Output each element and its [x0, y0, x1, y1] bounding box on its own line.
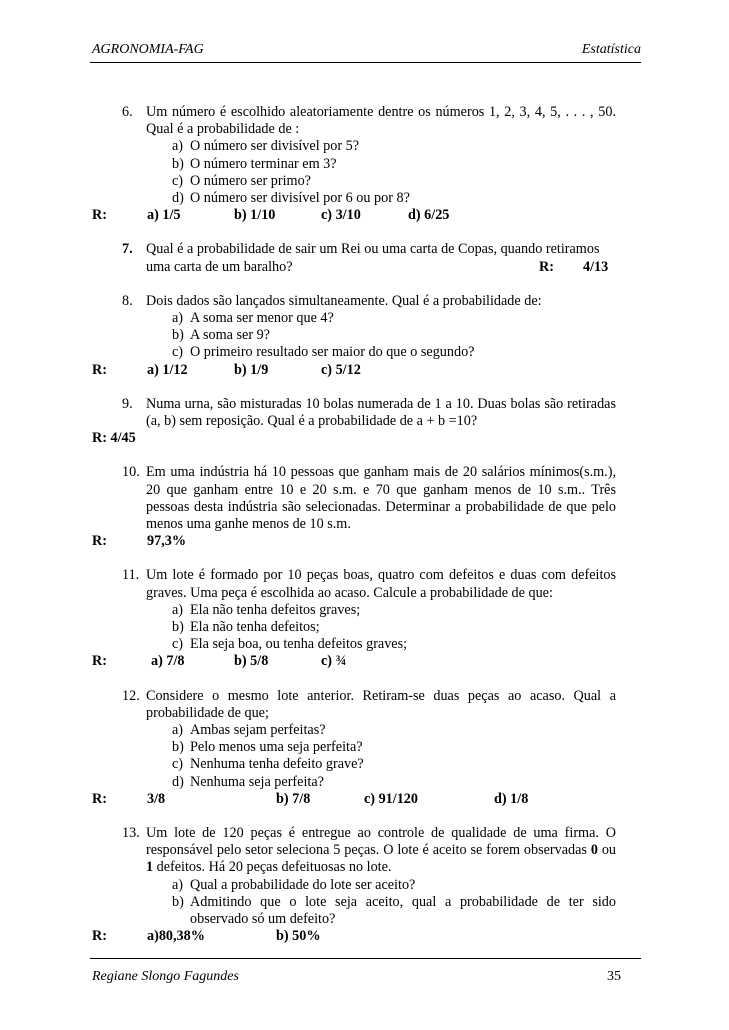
- sub-item: [172, 619, 616, 636]
- answer-9: [92, 430, 729, 447]
- answer-8: [92, 362, 729, 379]
- sub-item-letter: b): [172, 155, 184, 172]
- answer-b: b) 5/8: [234, 653, 269, 670]
- footer-rule: [90, 958, 641, 959]
- answer-label: R:: [92, 790, 107, 807]
- question-text: Em uma indústria há 10 pessoas que ganham mais de 20 salários mínimos(s.m.), 20 que ganham entre 10 e 20 s.m. e 70 que ganham menos de 10 s.m.. Três pessoas desta indústria são selecionadas. Determinar a probabilidade de que pelo menos uma ganhe menos de 10 s.m.: [146, 464, 616, 533]
- sub-item: [172, 602, 616, 619]
- answer-10: [92, 533, 729, 550]
- footer-author: Regiane Slongo Fagundes: [92, 969, 239, 984]
- question-number: 8.: [122, 292, 133, 309]
- question-text: Considere o mesmo lote anterior. Retiram-se duas peças ao acaso. Qual a probabilidade de que;: [146, 687, 616, 721]
- answer-c: c) 5/12: [321, 361, 361, 378]
- sub-item-letter: c): [172, 344, 184, 361]
- question-text: Um lote é formado por 10 peças boas, quatro com defeitos e duas com defeitos graves. Uma peça é escolhida ao acaso. Calcule a probabilidade de que:: [146, 567, 616, 601]
- sub-item: [172, 190, 616, 207]
- question-number: 9.: [122, 395, 133, 412]
- question-text: Dois dados são lançados simultaneamente. Qual é a probabilidade de:: [146, 292, 542, 309]
- page-number: 35: [607, 969, 621, 984]
- sub-item-letter: b): [172, 893, 184, 910]
- question-13: [122, 825, 617, 928]
- answer-b: b) 1/9: [234, 361, 269, 378]
- sub-item-text: Admitindo que o lote seja aceito, qual a probabilidade de ter sido observado só um defeito?: [190, 893, 616, 928]
- sub-items: [146, 310, 616, 362]
- sub-item-letter: c): [172, 756, 184, 773]
- question-text: Um número é escolhido aleatoriamente dentre os números 1, 2, 3, 4, 5, . . . , 50. Qual é a probabilidade de :: [146, 104, 616, 138]
- answer-label: R:: [92, 533, 107, 550]
- sub-item: [172, 636, 616, 653]
- question-text: [146, 825, 616, 877]
- sub-item-text: O número ser divisível por 5?: [190, 138, 360, 155]
- question-number: 13.: [122, 825, 140, 842]
- sub-item: [172, 156, 616, 173]
- sub-item-text: Ela não tenha defeitos;: [190, 619, 320, 636]
- question-6: [122, 104, 616, 207]
- question-number: 6.: [122, 104, 133, 120]
- question-10: [122, 464, 616, 533]
- answer-c: c) 3/10: [321, 207, 361, 224]
- bold-one: 1: [146, 859, 154, 876]
- question-7: [122, 241, 616, 275]
- question-text-line2: uma carta de um baralho?: [146, 258, 293, 275]
- sub-item-text: Ela não tenha defeitos graves;: [190, 601, 361, 618]
- sub-item-letter: b): [172, 327, 184, 344]
- header-left: AGRONOMIA-FAG: [92, 42, 204, 57]
- answer-a: a)80,38%: [147, 928, 205, 945]
- sub-item-letter: c): [172, 636, 184, 653]
- question-11: [122, 567, 616, 653]
- question-text-line2-row: [146, 259, 616, 276]
- answer-value: 4/13: [583, 258, 609, 275]
- header-rule: [90, 62, 641, 63]
- answer-b: b) 7/8: [276, 790, 311, 807]
- question-text-post: defeitos. Há 20 peças defeituosas no lote.: [156, 859, 392, 876]
- answer-12: [92, 791, 729, 808]
- page-content: [0, 104, 729, 945]
- sub-item: [172, 774, 616, 791]
- question-number: 11.: [122, 567, 140, 584]
- answer-label: R:: [92, 361, 107, 378]
- sub-item-text: Nenhuma seja perfeita?: [190, 773, 324, 790]
- sub-item-text: A soma ser 9?: [190, 327, 270, 344]
- sub-item-text: O número ser divisível por 6 ou por 8?: [190, 190, 410, 207]
- sub-item-text: Qual a probabilidade do lote ser aceito?: [190, 876, 416, 893]
- sub-item: [172, 173, 616, 190]
- sub-item: [172, 310, 616, 327]
- answer-a: a) 7/8: [151, 653, 185, 670]
- answer-b: b) 1/10: [234, 207, 276, 224]
- header-right: Estatística: [581, 42, 641, 57]
- sub-item-text: Ela seja boa, ou tenha defeitos graves;: [190, 636, 408, 653]
- answer-d: d) 1/8: [494, 790, 529, 807]
- question-12: [122, 687, 616, 791]
- sub-item-text: O número terminar em 3?: [190, 155, 337, 172]
- answer-a: a) 1/12: [147, 361, 188, 378]
- sub-item-text: O número ser primo?: [190, 172, 311, 189]
- sub-item-letter: a): [172, 601, 184, 618]
- sub-item-letter: a): [172, 310, 184, 327]
- answer-6: [92, 207, 729, 224]
- sub-item-text: A soma ser menor que 4?: [190, 310, 334, 327]
- answer-label: R:: [539, 258, 554, 275]
- answer-value: R: 4/45: [92, 430, 136, 447]
- question-number: 7.: [122, 241, 133, 258]
- sub-item-text: Ambas sejam perfeitas?: [190, 722, 326, 739]
- answer-c: c) 91/120: [364, 790, 418, 807]
- sub-item: [172, 327, 616, 344]
- answer-a: a) 1/5: [147, 207, 181, 224]
- question-9: [122, 395, 616, 430]
- sub-item-text: Nenhuma tenha defeito grave?: [190, 756, 364, 773]
- answer-b: b) 50%: [276, 928, 321, 945]
- answer-label: R:: [92, 653, 107, 670]
- question-8: [122, 292, 616, 362]
- sub-items: [146, 877, 616, 929]
- sub-item: [172, 344, 616, 361]
- sub-item: [172, 739, 616, 756]
- sub-item-letter: a): [172, 138, 184, 155]
- answer-13: [92, 928, 729, 945]
- answer-label: R:: [92, 207, 107, 224]
- sub-item-letter: d): [172, 190, 184, 207]
- sub-item-letter: a): [172, 876, 184, 893]
- answer-c: c) ¾: [321, 653, 347, 670]
- answer-d: d) 6/25: [408, 207, 450, 224]
- bold-zero: 0: [590, 842, 598, 859]
- sub-item-letter: c): [172, 172, 184, 189]
- sub-item: [172, 722, 616, 739]
- question-text: Numa urna, são misturadas 10 bolas numerada de 1 a 10. Duas bolas são retiradas (a, b) sem reposição. Qual é a probabilidade de a + b =10?: [146, 395, 616, 430]
- answer-value: 97,3%: [147, 533, 187, 550]
- question-text-line1: Qual é a probabilidade de sair um Rei ou uma carta de Copas, quando retiramos: [146, 241, 600, 258]
- answer-a: 3/8: [147, 790, 166, 807]
- answer-11: [92, 653, 729, 670]
- sub-item: [172, 138, 616, 155]
- sub-items: [146, 138, 616, 207]
- sub-item-letter: b): [172, 619, 184, 636]
- sub-item: [172, 756, 616, 773]
- sub-item-text: O primeiro resultado ser maior do que o segundo?: [190, 344, 475, 361]
- answer-label: R:: [92, 928, 107, 945]
- sub-items: [146, 722, 616, 791]
- sub-item-letter: a): [172, 722, 184, 739]
- sub-item: [172, 877, 616, 894]
- sub-items: [146, 602, 616, 654]
- sub-item-letter: b): [172, 739, 184, 756]
- question-text-pre: Um lote de 120 peças é entregue ao controle de qualidade de uma firma. O responsável pelo setor seleciona 5 peças. O lote é aceito se forem observadas: [146, 825, 616, 859]
- question-number: 12.: [122, 687, 140, 704]
- question-number: 10.: [122, 464, 140, 481]
- sub-item-letter: d): [172, 773, 184, 790]
- question-text-or: ou: [601, 842, 617, 859]
- sub-item-text: Pelo menos uma seja perfeita?: [190, 739, 363, 756]
- sub-item: [172, 894, 616, 928]
